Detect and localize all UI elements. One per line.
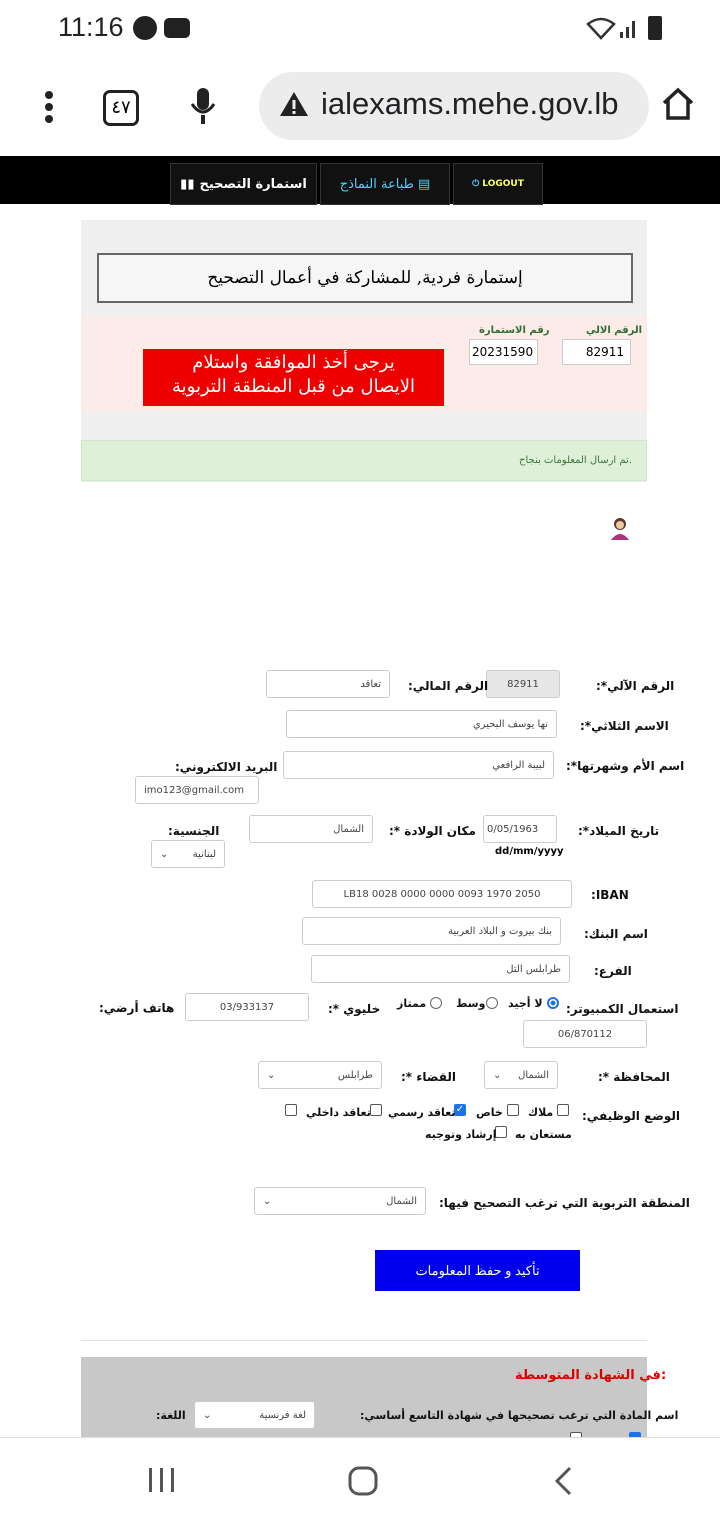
- subject-label: اسم المادة التي ترغب تصحيحها في شهادة التاسع أساسي:: [360, 1409, 679, 1422]
- status-bar: [0, 0, 720, 60]
- job-option-4-label: تعاقد داخلي: [306, 1106, 371, 1119]
- system-nav-bar: [0, 1437, 720, 1521]
- birth-date-input[interactable]: 0/05/1963: [483, 815, 557, 843]
- mobile-input[interactable]: 03/933137: [185, 993, 309, 1021]
- job-option-checkbox-4[interactable]: [370, 1104, 382, 1116]
- region-value: الشمال: [386, 1195, 417, 1207]
- nationality-select[interactable]: [151, 840, 225, 868]
- chevron-down-icon: ⌄: [493, 1069, 502, 1081]
- bank-name-label: اسم البنك:: [584, 927, 648, 941]
- battery-icon: [648, 16, 662, 40]
- job-option-checkbox-1[interactable]: [557, 1104, 569, 1116]
- mobile-label: خليوي *:: [328, 1002, 381, 1016]
- auto-number-field[interactable]: 82911: [562, 339, 631, 365]
- home-icon[interactable]: [660, 86, 696, 122]
- nav-logout[interactable]: [453, 163, 543, 205]
- approval-banner: [143, 349, 444, 406]
- computer-option-radio-3[interactable]: [430, 997, 442, 1009]
- iban-input[interactable]: LB18 0028 0000 0000 0093 1970 2050: [312, 880, 572, 908]
- job-option-1-label: ملاك: [528, 1106, 554, 1119]
- iban-label: IBAN:: [591, 888, 629, 902]
- email-label: البريد الالكتروني:: [175, 760, 278, 774]
- landline-input[interactable]: 06/870112: [523, 1020, 647, 1048]
- clock: 11:16: [58, 12, 124, 42]
- nationality-value: لبنانية: [192, 848, 216, 860]
- computer-option-radio-2[interactable]: [486, 997, 498, 1009]
- job-status-label: الوضع الوظيفي:: [582, 1109, 681, 1123]
- intermediate-title: في الشهادة المتوسطة:: [515, 1368, 667, 1383]
- wifi-icon: [586, 16, 616, 40]
- auto-number-input[interactable]: 82911: [486, 670, 560, 698]
- menu-dots-icon[interactable]: [44, 90, 54, 124]
- home-button-icon[interactable]: [347, 1465, 379, 1497]
- governorate-label: المحافظة *:: [598, 1070, 670, 1084]
- job-option-6-label: إرشاد وتوجيه: [425, 1128, 497, 1141]
- nav-print-forms[interactable]: [320, 163, 450, 205]
- computer-option-radio-1[interactable]: [547, 997, 559, 1009]
- auto-number-form-label: الرقم الآلي*:: [596, 679, 675, 693]
- birth-date-hint: dd/mm/yyyy: [495, 846, 564, 857]
- nav-correction-form[interactable]: [170, 163, 317, 205]
- birth-date-label: تاريخ الميلاد*:: [578, 824, 660, 838]
- financial-number-label: الرقم المالي:: [408, 679, 489, 693]
- language-label: اللغة:: [156, 1409, 186, 1422]
- job-option-3-label: تعاقد رسمي: [388, 1106, 456, 1119]
- full-name-label: الاسم الثلاثي*:: [580, 719, 669, 733]
- governorate-select[interactable]: [484, 1061, 558, 1089]
- mic-icon[interactable]: [189, 86, 217, 126]
- power-icon: ⏻: [472, 179, 480, 189]
- chevron-down-icon: ⌄: [267, 1069, 276, 1081]
- recent-apps-icon[interactable]: [147, 1467, 177, 1493]
- chevron-down-icon: ⌄: [263, 1195, 272, 1207]
- form-number-label: رقم الاستمارة: [479, 325, 550, 336]
- district-value: طرابلس: [337, 1069, 373, 1081]
- chevron-down-icon: ⌄: [203, 1409, 212, 1421]
- nav-correction-form-label: استمارة التصحيح: [199, 176, 307, 192]
- email-input[interactable]: imo123@gmail.com: [135, 776, 259, 804]
- success-alert: تم ارسال المعلومات بنجاح.: [81, 440, 647, 481]
- branch-input[interactable]: طرابلس التل: [311, 955, 570, 983]
- chevron-down-icon: ⌄: [160, 848, 169, 860]
- region-label: المنطقة التربوية التي ترغب التصحيح فيها:: [439, 1196, 690, 1210]
- language-value: لغة فرنسية: [259, 1409, 306, 1421]
- job-option-checkbox-3[interactable]: ✓: [455, 1104, 465, 1115]
- back-icon[interactable]: [552, 1465, 574, 1497]
- nationality-label: الجنسية:: [168, 824, 220, 838]
- job-option-checkbox-6[interactable]: [495, 1126, 507, 1138]
- form-title: إستمارة فردية, للمشاركة في أعمال التصحيح: [97, 253, 633, 303]
- job-option-2-label: خاص: [476, 1106, 503, 1119]
- section-divider: [81, 1340, 647, 1341]
- approval-banner-line2: الايصال من قبل المنطقة التربوية: [171, 376, 415, 397]
- bank-name-input[interactable]: بنك بيروت و البلاد العربية: [302, 917, 561, 945]
- auto-number-label: الرقم الالي: [586, 325, 643, 336]
- job-option-checkbox-2[interactable]: [507, 1104, 519, 1116]
- address-bar[interactable]: [259, 72, 649, 140]
- district-select[interactable]: [258, 1061, 382, 1089]
- youtube-icon: [164, 18, 190, 38]
- nav-print-forms-label: طباعة النماذج: [339, 176, 414, 192]
- form-number-field[interactable]: 20231590: [469, 339, 538, 365]
- mother-name-label: اسم الأم وشهرتها*:: [566, 759, 685, 773]
- birth-place-label: مكان الولادة *:: [389, 824, 476, 838]
- warning-icon: [279, 90, 309, 118]
- book-icon: ▮▮: [180, 176, 195, 192]
- full-name-input[interactable]: نها يوسف البحيري: [286, 710, 557, 738]
- nav-logout-label: LOGOUT: [482, 179, 524, 189]
- branch-label: الفرع:: [594, 964, 632, 978]
- avatar: [609, 516, 631, 540]
- phone-icon: [133, 16, 157, 40]
- computer-option-1-label: لا أجيد: [508, 997, 543, 1010]
- url-text: ialexams.mehe.gov.lb: [321, 86, 619, 121]
- job-option-checkbox-5[interactable]: [285, 1104, 297, 1116]
- computer-option-3-label: ممتاز: [397, 997, 427, 1010]
- confirm-save-button[interactable]: تأكيد و حفظ المعلومات: [375, 1250, 580, 1291]
- landline-label: هاتف أرضي:: [99, 1001, 175, 1015]
- tab-count-button[interactable]: ٤٧: [103, 90, 139, 126]
- computer-option-2-label: وسط: [456, 997, 486, 1010]
- district-label: القضاء *:: [401, 1070, 456, 1084]
- region-select[interactable]: [254, 1187, 426, 1215]
- document-icon: ▤: [417, 176, 431, 192]
- birth-place-input[interactable]: الشمال: [249, 815, 373, 843]
- governorate-value: الشمال: [518, 1069, 549, 1081]
- language-select[interactable]: [194, 1401, 315, 1429]
- approval-banner-line1: يرجى أخذ الموافقة واستلام: [192, 352, 395, 373]
- computer-use-label: استعمال الكمبيوتر:: [566, 1002, 679, 1016]
- user-avatar-icon: [609, 516, 631, 540]
- financial-number-input[interactable]: تعاقد: [266, 670, 390, 698]
- signal-icon: [618, 16, 640, 40]
- job-option-5-label: مستعان به: [515, 1128, 572, 1141]
- mother-name-input[interactable]: لبيبة الرافعي: [283, 751, 554, 779]
